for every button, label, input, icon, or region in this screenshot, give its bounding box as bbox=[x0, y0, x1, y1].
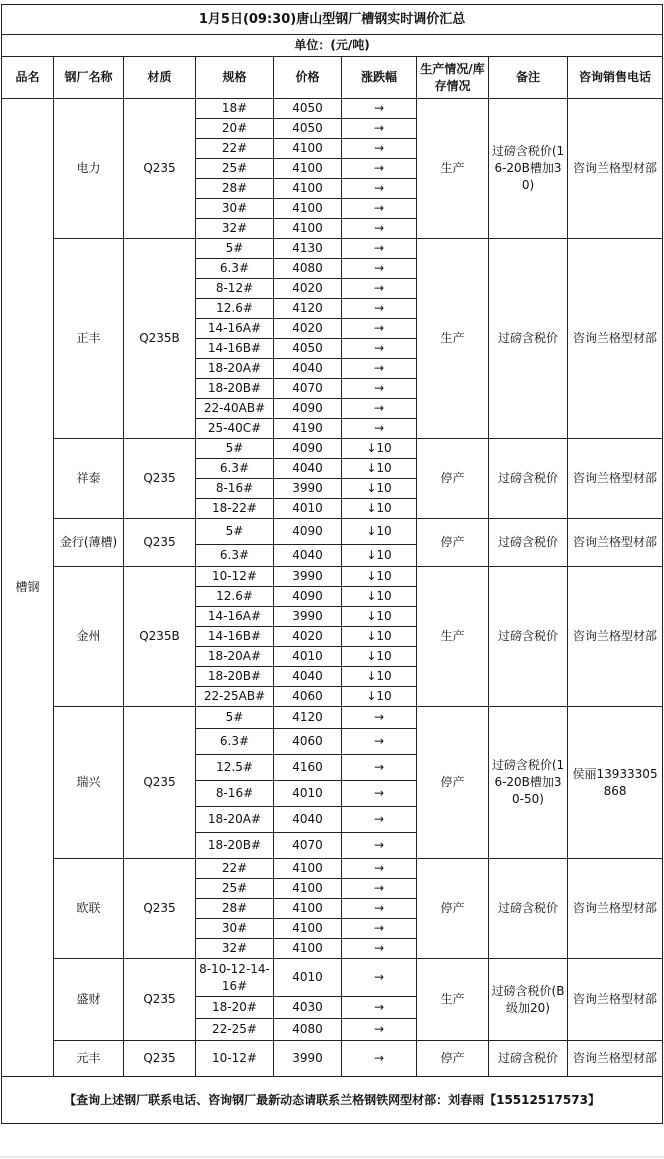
header-product: 品名 bbox=[2, 57, 54, 99]
table-row bbox=[2, 99, 663, 119]
price-cell: 4080 bbox=[274, 1019, 342, 1041]
page-bottom-rule bbox=[0, 1156, 664, 1158]
price-cell: 3990 bbox=[274, 1041, 342, 1077]
change-cell: → bbox=[342, 707, 417, 729]
change-cell: → bbox=[342, 807, 417, 833]
status-cell: 停产 bbox=[417, 859, 489, 959]
mill-cell: 盛财 bbox=[54, 959, 124, 1041]
contact-cell: 咨询兰格型材部 bbox=[568, 1041, 663, 1077]
spec-cell: 12.6# bbox=[196, 299, 274, 319]
table-row bbox=[2, 1041, 663, 1077]
change-cell: → bbox=[342, 399, 417, 419]
header-remark: 备注 bbox=[489, 57, 568, 99]
spec-cell: 32# bbox=[196, 219, 274, 239]
price-cell: 4070 bbox=[274, 833, 342, 859]
change-cell: ↓10 bbox=[342, 519, 417, 545]
table-row bbox=[2, 959, 663, 997]
remark-cell: 过磅含税价(16-20B槽加30-50) bbox=[489, 707, 568, 859]
header-material: 材质 bbox=[124, 57, 196, 99]
spec-cell: 14-16A# bbox=[196, 607, 274, 627]
spec-cell: 28# bbox=[196, 899, 274, 919]
spec-cell: 28# bbox=[196, 179, 274, 199]
change-cell: → bbox=[342, 729, 417, 755]
remark-cell: 过磅含税价 bbox=[489, 519, 568, 567]
change-cell: → bbox=[342, 219, 417, 239]
price-cell: 4010 bbox=[274, 499, 342, 519]
price-cell: 3990 bbox=[274, 607, 342, 627]
change-cell: ↓10 bbox=[342, 587, 417, 607]
price-cell: 4090 bbox=[274, 587, 342, 607]
spec-cell: 6.3# bbox=[196, 545, 274, 567]
spec-cell: 22-25# bbox=[196, 1019, 274, 1041]
material-cell: Q235 bbox=[124, 519, 196, 567]
change-cell: → bbox=[342, 159, 417, 179]
material-cell: Q235 bbox=[124, 707, 196, 859]
change-cell: → bbox=[342, 339, 417, 359]
spec-cell: 18-20B# bbox=[196, 833, 274, 859]
mill-cell: 瑞兴 bbox=[54, 707, 124, 859]
mill-cell: 欧联 bbox=[54, 859, 124, 959]
change-cell: → bbox=[342, 919, 417, 939]
remark-cell: 过磅含税价(B级加20) bbox=[489, 959, 568, 1041]
change-cell: → bbox=[342, 755, 417, 781]
spec-cell: 25# bbox=[196, 879, 274, 899]
change-cell: → bbox=[342, 119, 417, 139]
page-title: 1月5日(09:30)唐山型钢厂槽钢实时调价汇总 bbox=[2, 5, 663, 35]
change-cell: ↓10 bbox=[342, 499, 417, 519]
mill-cell: 元丰 bbox=[54, 1041, 124, 1077]
status-cell: 生产 bbox=[417, 99, 489, 239]
product-cell: 槽钢 bbox=[2, 99, 54, 1077]
price-cell: 4030 bbox=[274, 997, 342, 1019]
footer-note: 【查询上述钢厂联系电话、咨询钢厂最新动态请联系兰格钢铁网型材部：刘春雨【15512517573】 bbox=[2, 1077, 663, 1124]
mill-cell: 祥泰 bbox=[54, 439, 124, 519]
spec-cell: 12.6# bbox=[196, 587, 274, 607]
status-cell: 停产 bbox=[417, 439, 489, 519]
spec-cell: 6.3# bbox=[196, 729, 274, 755]
spec-cell: 18-20# bbox=[196, 997, 274, 1019]
spec-cell: 30# bbox=[196, 199, 274, 219]
contact-cell: 侯丽13933305868 bbox=[568, 707, 663, 859]
change-cell: → bbox=[342, 319, 417, 339]
mill-cell: 电力 bbox=[54, 99, 124, 239]
spec-cell: 18-20B# bbox=[196, 379, 274, 399]
price-cell: 4090 bbox=[274, 399, 342, 419]
price-cell: 4010 bbox=[274, 959, 342, 997]
spec-cell: 10-12# bbox=[196, 1041, 274, 1077]
spec-cell: 5# bbox=[196, 239, 274, 259]
change-cell: → bbox=[342, 859, 417, 879]
contact-cell: 咨询兰格型材部 bbox=[568, 519, 663, 567]
spec-cell: 32# bbox=[196, 939, 274, 959]
change-cell: ↓10 bbox=[342, 545, 417, 567]
spec-cell: 10-12# bbox=[196, 567, 274, 587]
price-cell: 4040 bbox=[274, 359, 342, 379]
spec-cell: 5# bbox=[196, 439, 274, 459]
spec-cell: 22-25AB# bbox=[196, 687, 274, 707]
change-cell: ↓10 bbox=[342, 627, 417, 647]
contact-cell: 咨询兰格型材部 bbox=[568, 99, 663, 239]
price-cell: 4090 bbox=[274, 519, 342, 545]
spec-cell: 14-16B# bbox=[196, 339, 274, 359]
mill-cell: 正丰 bbox=[54, 239, 124, 439]
contact-cell: 咨询兰格型材部 bbox=[568, 959, 663, 1041]
change-cell: ↓10 bbox=[342, 459, 417, 479]
header-mill: 钢厂名称 bbox=[54, 57, 124, 99]
price-cell: 4100 bbox=[274, 879, 342, 899]
change-cell: → bbox=[342, 199, 417, 219]
price-cell: 4100 bbox=[274, 139, 342, 159]
price-cell: 4160 bbox=[274, 755, 342, 781]
remark-cell: 过磅含税价 bbox=[489, 239, 568, 439]
price-cell: 4100 bbox=[274, 199, 342, 219]
spec-cell: 25# bbox=[196, 159, 274, 179]
price-cell: 3990 bbox=[274, 567, 342, 587]
status-cell: 生产 bbox=[417, 567, 489, 707]
spec-cell: 25-40C# bbox=[196, 419, 274, 439]
price-cell: 4100 bbox=[274, 919, 342, 939]
spec-cell: 22# bbox=[196, 859, 274, 879]
change-cell: → bbox=[342, 259, 417, 279]
spec-cell: 12.5# bbox=[196, 755, 274, 781]
spec-cell: 22-40AB# bbox=[196, 399, 274, 419]
change-cell: → bbox=[342, 99, 417, 119]
contact-cell: 咨询兰格型材部 bbox=[568, 439, 663, 519]
change-cell: → bbox=[342, 879, 417, 899]
price-cell: 4190 bbox=[274, 419, 342, 439]
price-cell: 4050 bbox=[274, 339, 342, 359]
change-cell: → bbox=[342, 299, 417, 319]
change-cell: → bbox=[342, 833, 417, 859]
material-cell: Q235 bbox=[124, 859, 196, 959]
remark-cell: 过磅含税价 bbox=[489, 859, 568, 959]
change-cell: → bbox=[342, 179, 417, 199]
remark-cell: 过磅含税价(16-20B槽加30) bbox=[489, 99, 568, 239]
price-cell: 4080 bbox=[274, 259, 342, 279]
change-cell: ↓10 bbox=[342, 667, 417, 687]
price-cell: 3990 bbox=[274, 479, 342, 499]
table-row bbox=[2, 567, 663, 587]
change-cell: → bbox=[342, 419, 417, 439]
change-cell: → bbox=[342, 239, 417, 259]
spec-cell: 30# bbox=[196, 919, 274, 939]
spec-cell: 18-22# bbox=[196, 499, 274, 519]
spec-cell: 18-20A# bbox=[196, 359, 274, 379]
spec-cell: 20# bbox=[196, 119, 274, 139]
price-cell: 4070 bbox=[274, 379, 342, 399]
price-cell: 4040 bbox=[274, 545, 342, 567]
contact-cell: 咨询兰格型材部 bbox=[568, 567, 663, 707]
remark-cell: 过磅含税价 bbox=[489, 1041, 568, 1077]
material-cell: Q235 bbox=[124, 1041, 196, 1077]
change-cell: → bbox=[342, 939, 417, 959]
spec-cell: 22# bbox=[196, 139, 274, 159]
spec-cell: 8-10-12-14-16# bbox=[196, 959, 274, 997]
spec-cell: 8-16# bbox=[196, 479, 274, 499]
change-cell: → bbox=[342, 279, 417, 299]
price-table bbox=[1, 4, 663, 1124]
change-cell: → bbox=[342, 899, 417, 919]
price-cell: 4090 bbox=[274, 439, 342, 459]
price-cell: 4100 bbox=[274, 159, 342, 179]
material-cell: Q235B bbox=[124, 239, 196, 439]
price-cell: 4100 bbox=[274, 939, 342, 959]
price-cell: 4040 bbox=[274, 667, 342, 687]
price-cell: 4120 bbox=[274, 707, 342, 729]
change-cell: ↓10 bbox=[342, 687, 417, 707]
table-row bbox=[2, 239, 663, 259]
spec-cell: 8-12# bbox=[196, 279, 274, 299]
spec-cell: 18-20A# bbox=[196, 647, 274, 667]
change-cell: → bbox=[342, 959, 417, 997]
price-cell: 4010 bbox=[274, 647, 342, 667]
change-cell: → bbox=[342, 997, 417, 1019]
spec-cell: 8-16# bbox=[196, 781, 274, 807]
header-spec: 规格 bbox=[196, 57, 274, 99]
remark-cell: 过磅含税价 bbox=[489, 567, 568, 707]
mill-cell: 金州 bbox=[54, 567, 124, 707]
contact-cell: 咨询兰格型材部 bbox=[568, 859, 663, 959]
price-cell: 4060 bbox=[274, 687, 342, 707]
price-cell: 4060 bbox=[274, 729, 342, 755]
status-cell: 停产 bbox=[417, 519, 489, 567]
status-cell: 生产 bbox=[417, 239, 489, 439]
header-contact: 咨询销售电话 bbox=[568, 57, 663, 99]
spec-cell: 5# bbox=[196, 519, 274, 545]
material-cell: Q235 bbox=[124, 439, 196, 519]
table-row bbox=[2, 707, 663, 729]
change-cell: ↓10 bbox=[342, 479, 417, 499]
change-cell: ↓10 bbox=[342, 647, 417, 667]
spec-cell: 6.3# bbox=[196, 259, 274, 279]
spec-cell: 14-16B# bbox=[196, 627, 274, 647]
material-cell: Q235B bbox=[124, 567, 196, 707]
status-cell: 停产 bbox=[417, 707, 489, 859]
change-cell: ↓10 bbox=[342, 567, 417, 587]
spec-cell: 14-16A# bbox=[196, 319, 274, 339]
price-cell: 4100 bbox=[274, 219, 342, 239]
change-cell: → bbox=[342, 359, 417, 379]
header-status: 生产情况/库存情况 bbox=[417, 57, 489, 99]
change-cell: → bbox=[342, 139, 417, 159]
material-cell: Q235 bbox=[124, 99, 196, 239]
status-cell: 停产 bbox=[417, 1041, 489, 1077]
price-cell: 4100 bbox=[274, 859, 342, 879]
spec-cell: 18# bbox=[196, 99, 274, 119]
change-cell: → bbox=[342, 781, 417, 807]
change-cell: → bbox=[342, 379, 417, 399]
price-cell: 4100 bbox=[274, 899, 342, 919]
table-row bbox=[2, 859, 663, 879]
spec-cell: 6.3# bbox=[196, 459, 274, 479]
price-cell: 4020 bbox=[274, 279, 342, 299]
price-cell: 4040 bbox=[274, 807, 342, 833]
spec-cell: 18-20B# bbox=[196, 667, 274, 687]
change-cell: → bbox=[342, 1041, 417, 1077]
unit-label: 单位：(元/吨) bbox=[2, 35, 663, 57]
price-cell: 4120 bbox=[274, 299, 342, 319]
price-cell: 4050 bbox=[274, 119, 342, 139]
price-cell: 4010 bbox=[274, 781, 342, 807]
change-cell: → bbox=[342, 1019, 417, 1041]
table-row bbox=[2, 439, 663, 459]
price-cell: 4100 bbox=[274, 179, 342, 199]
price-cell: 4020 bbox=[274, 627, 342, 647]
change-cell: ↓10 bbox=[342, 607, 417, 627]
price-cell: 4020 bbox=[274, 319, 342, 339]
price-cell: 4130 bbox=[274, 239, 342, 259]
header-row bbox=[2, 57, 663, 99]
table-row bbox=[2, 519, 663, 545]
spec-cell: 18-20A# bbox=[196, 807, 274, 833]
price-cell: 4040 bbox=[274, 459, 342, 479]
change-cell: ↓10 bbox=[342, 439, 417, 459]
header-change: 涨跌幅 bbox=[342, 57, 417, 99]
price-cell: 4050 bbox=[274, 99, 342, 119]
spec-cell: 5# bbox=[196, 707, 274, 729]
header-price: 价格 bbox=[274, 57, 342, 99]
remark-cell: 过磅含税价 bbox=[489, 439, 568, 519]
mill-cell: 金行(薄槽) bbox=[54, 519, 124, 567]
contact-cell: 咨询兰格型材部 bbox=[568, 239, 663, 439]
material-cell: Q235 bbox=[124, 959, 196, 1041]
status-cell: 生产 bbox=[417, 959, 489, 1041]
